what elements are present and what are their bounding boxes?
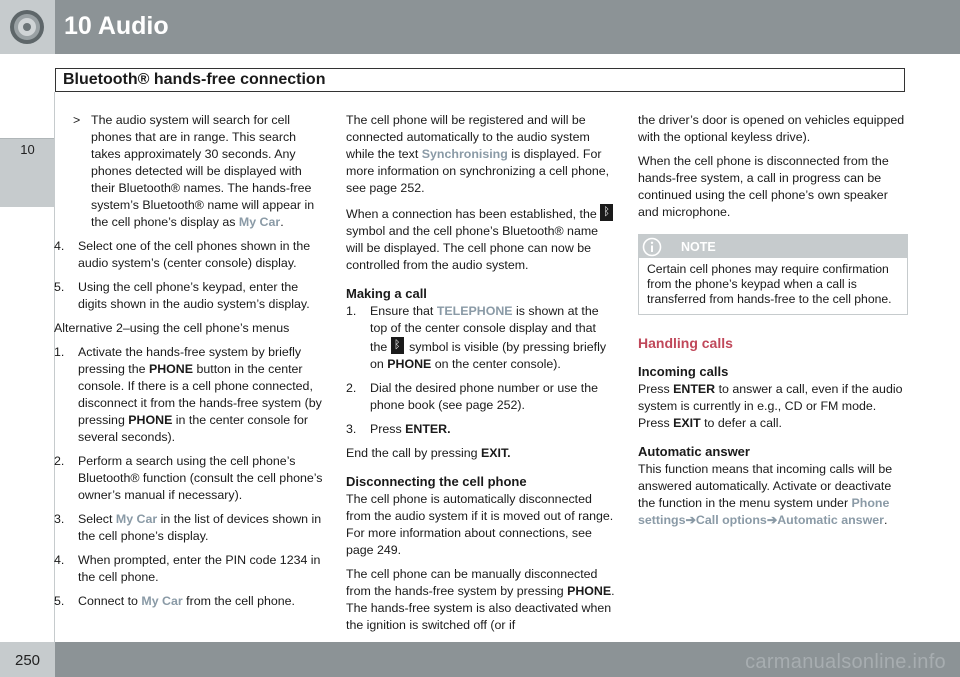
watermark: carmanualsonline.info bbox=[745, 651, 946, 673]
punctuation: . bbox=[280, 215, 284, 229]
handling-calls-heading: Handling calls bbox=[638, 335, 733, 351]
button-name: ENTER bbox=[673, 382, 716, 396]
item-number: 1. bbox=[54, 345, 65, 359]
item-text: Activate the hands-free system by briefly pressing the bbox=[78, 345, 302, 376]
note-header bbox=[639, 235, 907, 258]
menu-path-phone-settings: Phone settings bbox=[638, 496, 890, 527]
button-name: PHONE bbox=[387, 357, 432, 371]
item-text: Using the cell phone’s keypad, enter the digits shown in the audio system’s display. bbox=[78, 280, 310, 311]
text: This function means that incoming calls will be answered automatically. Activate or deactivate the function in the menu system under bbox=[638, 462, 893, 510]
paragraph: the driver’s door is opened on vehicles equipped with the optional keyless drive). bbox=[638, 113, 905, 144]
item-text: Select bbox=[78, 512, 116, 526]
button-name: EXIT bbox=[673, 416, 701, 430]
text: The cell phone will be registered and will be connected automatically to the audio system while the text bbox=[346, 113, 590, 161]
item-text: button in the center console. If there is a cell phone connected, disconnect it from the hands-free system (by pressing bbox=[78, 362, 322, 427]
list-item bbox=[54, 453, 324, 504]
paragraph bbox=[346, 112, 616, 197]
item-text: Perform a search using the cell phone’s Bluetooth® function (consult the cell phone’s owner’s manual if necessary). bbox=[78, 454, 323, 502]
paragraph: The cell phone is automatically disconnected from the audio system if it is moved out of range. For more information about connections, see page 249. bbox=[346, 492, 614, 557]
making-call-heading: Making a call bbox=[346, 286, 427, 301]
item-text: is shown at the top of the center console display and that the bbox=[370, 304, 599, 354]
bullet-marker: > bbox=[73, 113, 81, 127]
side-tab-number: 10 bbox=[20, 142, 35, 157]
item-text: Dial the desired phone number or use the phone book (see page 252). bbox=[370, 381, 598, 412]
item-number: 3. bbox=[346, 422, 357, 436]
item-number: 2. bbox=[54, 454, 65, 468]
menu-text-my-car: My Car bbox=[115, 512, 158, 526]
menu-path-call-options: Call options bbox=[695, 513, 767, 527]
item-text: Press bbox=[370, 422, 406, 436]
list-item bbox=[54, 279, 324, 313]
item-number: 2. bbox=[346, 381, 357, 395]
item-number: 4. bbox=[54, 239, 65, 253]
text: is displayed. For more information on synchronizing a cell phone, see page 252. bbox=[346, 147, 610, 195]
bluetooth-icon: ᛒ bbox=[600, 204, 613, 221]
button-name: PHONE bbox=[148, 362, 194, 376]
text: to defer a call. bbox=[700, 416, 782, 430]
item-number: 5. bbox=[54, 280, 65, 294]
text: symbol and the cell phone’s Bluetooth® name will be displayed. The cell phone can now be controlled from the audio system. bbox=[346, 224, 599, 272]
paragraph bbox=[638, 381, 908, 432]
text: When a connection has been established, the bbox=[346, 207, 601, 221]
item-text: from the cell phone. bbox=[182, 594, 295, 608]
note-text: Certain cell phones may require confirmation from the phone’s keypad when a call is transferred from hands-free to the cell phone. bbox=[647, 262, 892, 306]
bullet-text: The audio system will search for cell phones that are in range. This search takes approximately 30 seconds. Any phones detected will be displayed with their Bluetooth® names. The hands-free system’s Bluetooth® name will appear in the cell phone’s display as bbox=[91, 113, 315, 229]
list-item bbox=[346, 380, 616, 414]
text: . The hands-free system is also deactivated when the ignition is switched off (or if bbox=[346, 584, 615, 632]
item-text: in the center console for several seconds). bbox=[78, 413, 309, 444]
item-number: 3. bbox=[54, 512, 65, 526]
list-item bbox=[346, 303, 616, 373]
incoming-calls-heading: Incoming calls bbox=[638, 364, 729, 379]
text: The cell phone can be manually disconnected from the hands-free system by pressing bbox=[346, 567, 598, 598]
list-item bbox=[346, 421, 616, 438]
section-title: Bluetooth® hands-free connection bbox=[63, 71, 326, 88]
info-icon bbox=[642, 237, 662, 257]
bluetooth-icon: ᛒ bbox=[391, 337, 404, 354]
note-label: NOTE bbox=[681, 240, 716, 254]
text: End the call by pressing bbox=[346, 446, 481, 460]
item-text: on the center console). bbox=[431, 357, 561, 371]
button-name: ENTER. bbox=[405, 422, 451, 436]
arrow-icon: ➔ bbox=[685, 513, 696, 527]
paragraph bbox=[346, 566, 616, 634]
display-text-synchronising: Synchronising bbox=[421, 147, 508, 161]
text: to answer a call, even if the audio system is currently in e.g., CD or FM mode. Press bbox=[638, 382, 903, 430]
item-text: in the list of devices shown in the cell phone’s display. bbox=[78, 512, 322, 543]
chapter-title: 10 Audio bbox=[64, 12, 169, 40]
page-number: 250 bbox=[14, 652, 41, 669]
list-item bbox=[54, 511, 324, 545]
section-header bbox=[55, 68, 905, 92]
item-number: 1. bbox=[346, 304, 357, 318]
column-2 bbox=[346, 112, 616, 641]
arrow-icon: ➔ bbox=[766, 513, 778, 527]
paragraph bbox=[346, 204, 616, 274]
list-item bbox=[54, 238, 324, 272]
column-1 bbox=[54, 112, 324, 617]
item-text: symbol is visible (by pressing briefly on bbox=[370, 340, 607, 371]
display-text-telephone: TELEPHONE bbox=[436, 304, 513, 318]
menu-text-my-car: My Car bbox=[141, 594, 183, 608]
speaker-icon bbox=[8, 6, 46, 48]
item-text: Ensure that bbox=[370, 304, 437, 318]
menu-path-automatic-answer: Automatic answer bbox=[777, 513, 884, 527]
item-number: 5. bbox=[54, 594, 65, 608]
list-item bbox=[54, 112, 324, 231]
paragraph bbox=[638, 461, 908, 529]
text: Press bbox=[638, 382, 674, 396]
list-item bbox=[54, 552, 324, 586]
column-3 bbox=[638, 112, 908, 536]
button-name: PHONE bbox=[567, 584, 612, 598]
button-name: PHONE bbox=[128, 413, 173, 427]
automatic-answer-heading: Automatic answer bbox=[638, 444, 750, 459]
button-name: EXIT. bbox=[481, 446, 511, 460]
disconnect-heading: Disconnecting the cell phone bbox=[346, 474, 527, 489]
chapter-logo bbox=[0, 0, 55, 54]
list-item bbox=[54, 344, 324, 446]
item-text: Connect to bbox=[78, 594, 142, 608]
list-item bbox=[54, 593, 324, 610]
paragraph bbox=[346, 445, 616, 462]
item-text: Select one of the cell phones shown in the audio system’s (center console) display. bbox=[78, 239, 311, 270]
alternative-heading: Alternative 2–using the cell phone’s menus bbox=[54, 321, 290, 335]
paragraph: When the cell phone is disconnected from the hands-free system, a call in progress can be continued using the cell phone’s own speaker and microphone. bbox=[638, 154, 889, 219]
punctuation: . bbox=[883, 513, 888, 527]
note-box bbox=[638, 234, 908, 315]
item-text: When prompted, enter the PIN code 1234 in the cell phone. bbox=[78, 553, 321, 584]
item-number: 4. bbox=[54, 553, 65, 567]
menu-text-my-car: My Car bbox=[238, 215, 281, 229]
